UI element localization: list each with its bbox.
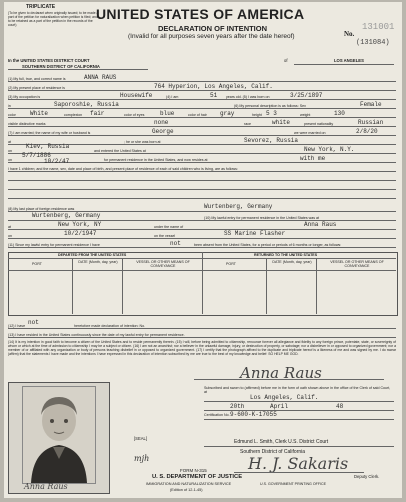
age-field: 51 <box>210 92 218 99</box>
notice-text: (To be given to declarant when originally issued; to be made a part of the petition for naturalization when petition is filed; and to be retained as a part of the petition in the records of the court) <box>8 11 99 27</box>
birth-date-field: 3/25/1897 <box>290 92 323 99</box>
returned-heading: RETURNED TO THE UNITED STATES <box>254 253 318 257</box>
court-name: In the UNITED STATES DISTRICT COURT <box>8 58 90 63</box>
marriage-date-field: 2/8/20 <box>356 128 378 135</box>
absence-field: not <box>170 240 181 247</box>
oath-text: (14) It is my intention in good faith to become a citizen of the United States and to reside permanently therein. (15) I will, before being admitted to citizenship, renounce forever all allegiance and fidelity to any foreign prince, potentate, state, or sovereignty of whom or which at the time of admission to citizenship I may be a subject or citizen. (16) I am not an anarchist; nor a believer in the unlawful damage, injury, or destruction of property, or sabotage; nor a disbeliever in or opposed to organized government; nor a member of or affiliated with any organization or body of persons teaching disbelief in or opposed to organized government. (17) I certify that the photograph affixed to the duplicate and triplicate hereof is a likeness of me and was signed by me. I do swear (affirm) that the statements I have made and the intentions I have expressed in this declaration of intention subscribed by me are true to the best of my knowledge and belief: SO HELP ME GOD. <box>8 340 396 357</box>
complexion-field: fair <box>90 110 105 117</box>
spouse-entry-field: New York, N.Y. <box>304 146 355 153</box>
col-date-1: DATE (Month, day, year) <box>78 260 118 264</box>
court-city: LOS ANGELES <box>334 58 364 63</box>
declarant-photo <box>22 386 96 484</box>
color-field: White <box>30 110 49 117</box>
not-field: not <box>28 319 39 326</box>
col-vessel-1: VESSEL OR OTHER MEANS OF CONVEYANCE <box>136 260 190 269</box>
form-number: FORM N-315 <box>180 468 207 473</box>
gpo-label: U.S. GOVERNMENT PRINTING OFFICE <box>260 482 327 486</box>
deputy-label: Deputy Clerk. <box>354 474 380 479</box>
eyes-field: blue <box>160 110 175 117</box>
declarant-signature: Anna Raus <box>240 364 322 382</box>
arrival-date-field: 10/2/1947 <box>64 230 97 237</box>
cert-number: 9-600-K-17055 <box>230 411 277 418</box>
emigrated-from-field: Wurtenberg, Germany <box>32 212 101 219</box>
last-foreign-field: Wurtenberg, Germany <box>204 203 273 210</box>
col-port-2: PORT <box>226 262 236 266</box>
residence-field: with me <box>300 155 326 162</box>
validity-note: (Invalid for all purposes seven years after the date hereof) <box>128 33 295 40</box>
spouse-birth-date-field: 5/7/1886 <box>22 152 51 159</box>
initials: mjh <box>134 454 150 463</box>
clerk-signature: H. J. Sakaris <box>248 454 349 473</box>
vessel-field: SS Marine Flasher <box>224 230 286 237</box>
jurat-text: Subscribed and sworn to (affirmed) before me in the form of oath shown above in the office of the Clerk of said Court, at <box>204 386 391 395</box>
department: U. S. DEPARTMENT OF JUSTICE <box>152 474 243 480</box>
spouse-birth-field: Kiev, Russia <box>26 143 70 150</box>
portrait-image <box>23 387 95 483</box>
jurat-place: Los Angeles, Calif. <box>250 394 319 401</box>
court-at: of <box>284 58 288 63</box>
clerk-name: Edmund L. Smith, Clerk U.S. District Court <box>234 439 329 445</box>
photo-signature: Anna Raus <box>24 482 68 491</box>
jurat-year: 48 <box>336 403 344 410</box>
occupation-field: Housewife <box>120 92 153 99</box>
declaration-number-paren: (131084) <box>356 39 390 47</box>
declaration-title: DECLARATION OF INTENTION <box>158 24 268 33</box>
jurat-day: 20th <box>230 403 245 410</box>
name-field: ANNA RAUS <box>84 74 117 81</box>
court-district: SOUTHERN DISTRICT OF CALIFORNIA <box>22 64 100 69</box>
number-label: No. <box>344 30 355 38</box>
departed-heading: DEPARTED FROM THE UNITED STATES <box>58 253 127 257</box>
country-title: UNITED STATES OF AMERICA <box>96 6 305 22</box>
spouse-field: George <box>152 128 174 135</box>
clerk-district: Southern District of California <box>240 449 306 455</box>
col-vessel-2: VESSEL OR OTHER MEANS OF CONVEYANCE <box>330 260 384 269</box>
vessel-name-field: Anna Raus <box>304 221 337 228</box>
race-field: white <box>272 119 291 126</box>
service-name: IMMIGRATION AND NATURALIZATION SERVICE <box>146 482 232 486</box>
address-field: 764 Hyperion, Los Angeles, Calif. <box>154 83 273 90</box>
weight-field: 130 <box>334 110 345 117</box>
declaration-document: TRIPLICATE (To be given to declarant when originally issued; to be made a part of the petition for naturalization when petition is filed; and to be retained as a part of the petition in the records of the court) UNITED STATES OF AMERICA DECLARATION OF INTENTION (Invalid for all purposes seven years after the date hereof) No. 131001 (131084) In the UNITED STATES DISTRICT COURT SOUTHERN DISTRICT OF CALIFORNIA of LOS ANGELES (1) My full, true, and correct name is ANNA RAUS (2) My present place of residence is 764 Hyperion, Los Angeles, Calif. (3) My occupation is Housewife (4) I am 51 years old. (5) I was born on 3/25/1897 in Saporoshie, Russia (6) My personal description is as follows: Sex Female color White complexion fair color of eyes blue color of hair gray height 5 3 weight 130 visible distinctive marks none race white present nationality Russian (7) I am married; the name of my wife or husband is George we were married on 2/8/20 at Sevorez, Russia ; he or she was born at Kiev, Russia on 5/7/1886 and entered the United States at New York, N.Y. on 10/2/47 for permanent residence in the United States, and now resides at with me I have 1 children; and the name, sex, date and place of birth, and present place of residence of each of said children who is living, are as follows: (8) My last place of foreign residence was Wurtenberg, Germany Wurtenberg, Germany (10) My lawful entry for permanent residence in the United States was at at New York, NY under the name of Anna Raus on 10/2/1947 on the vessel SS Marine Flasher (11) Since my lawful entry for permanent residence I have not been absent from the United States, for a period or periods of 6 months or longer, as follows: DEPARTED FROM THE UNITED STATES RETURNED TO THE UNITED STATES PORT DATE (Month, day, year) VESSEL OR OTHER MEANS OF CONVEYANCE PORT DATE (Month, day, year) VESSEL OR OTHER MEANS OF CONVEYANCE (12) I have not heretofore made declaration of intention: No. (13) I have resided in the United States continuously since the date of my lawful entry for permanent residence. (14) It is my intention in good faith to become a citizen of the United States and to reside permanently therein. (15) I will, before being admitted to citizenship, renounce forever all allegiance and fidelity to any foreign prince, potentate, state, or sovereignty of whom or which at the time of admission to citizenship I may be a subject or citizen. (16) I am not an anarchist; nor a believer in the unlawful damage, injury, or destruction of property, or sabotage; nor a disbeliever in or opposed to organized government; nor a member of or affiliated with any organization or body of persons teaching disbelief in or opposed to organized government. (17) I certify that the photograph affixed to the duplicate and triplicate hereof is a likeness of me and was signed by me. I do swear (affirm) that the statements I have made and the intentions I have expressed in this declaration of intention subscribed by me are true to the best of my knowledge and belief: SO HELP ME GOD. Anna Raus Anna Raus [SEAL] mjh Subscribed and sworn to (affirmed) before me in the form of oath shown above in the office of the Clerk of said Court, at Los Angeles, Calif. 20th April 48 Certification No. 9-600-K-17055 Edmund L. Smith, Clerk U.S. District Court Southern District of California H. J. Sakaris Deputy Clerk. FORM N-315 U. S. DEPARTMENT OF JUSTICE IMMIGRATION AND NATURALIZATION SERVICE (Edition of 12-1-45) U.S. GOVERNMENT PRINTING OFFICE <box>4 2 402 498</box>
seal-label: [SEAL] <box>134 436 148 441</box>
col-date-2: DATE (Month, day, year) <box>272 260 312 264</box>
sex-field: Female <box>360 101 382 108</box>
jurat-month: April <box>270 403 289 410</box>
birth-place-field: Saporoshie, Russia <box>54 101 119 108</box>
declaration-number: 131001 <box>362 22 395 32</box>
arrival-place-field: New York, NY <box>58 221 102 228</box>
marriage-place-field: Sevorez, Russia <box>244 137 299 144</box>
edition: (Edition of 12-1-45) <box>170 488 203 492</box>
marks-field: none <box>154 119 169 126</box>
height-field: 5 3 <box>266 110 277 117</box>
triplicate-label: TRIPLICATE <box>26 4 56 10</box>
hair-field: gray <box>220 110 235 117</box>
nationality-field: Russian <box>358 119 384 126</box>
cert-label: Certification No. <box>204 413 230 417</box>
spouse-entry-date-field: 10/2/47 <box>44 158 70 165</box>
col-port-1: PORT <box>32 262 42 266</box>
